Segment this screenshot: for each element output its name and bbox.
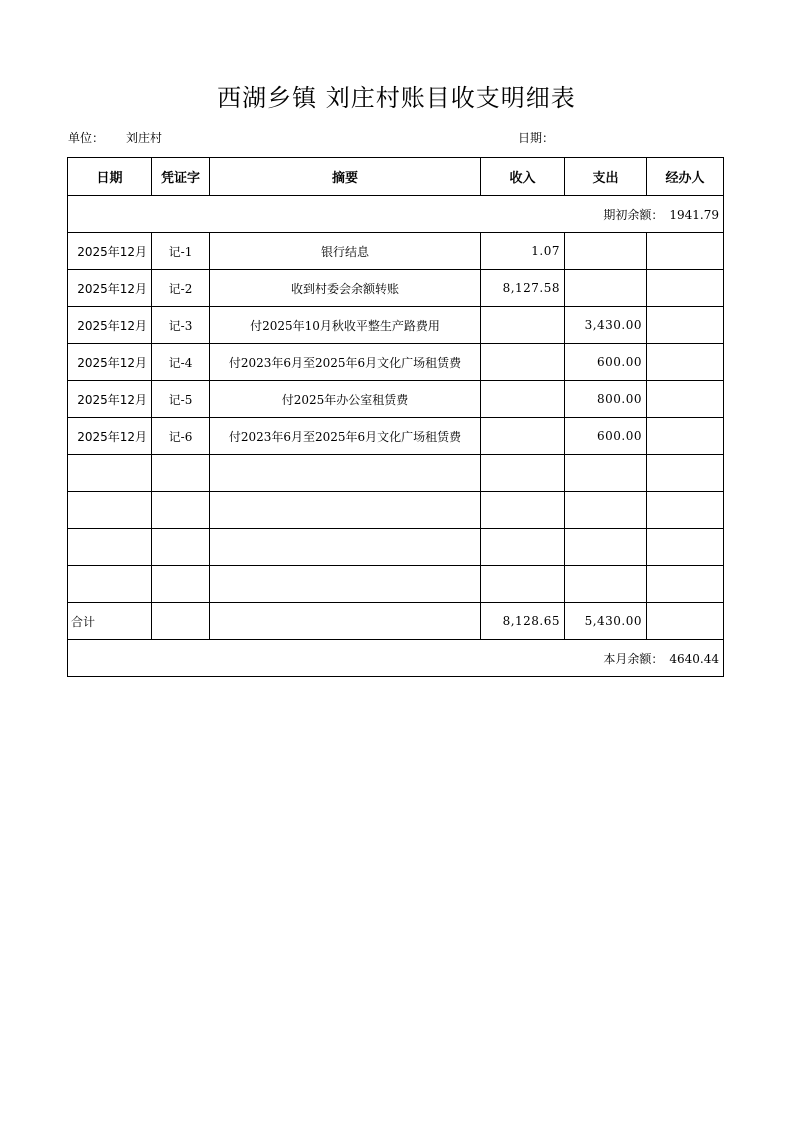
totals-label: 合计 bbox=[68, 603, 152, 640]
row-summary: 付2025年10月秋收平整生产路费用 bbox=[210, 307, 481, 344]
unit-label: 单位： bbox=[68, 131, 105, 145]
header-handler: 经办人 bbox=[647, 158, 724, 196]
row-income: 1.07 bbox=[481, 233, 565, 270]
header-date: 日期 bbox=[68, 158, 152, 196]
table-row bbox=[68, 381, 724, 418]
header-voucher: 凭证字 bbox=[152, 158, 210, 196]
row-voucher: 记-3 bbox=[152, 307, 210, 344]
row-expense: 600.00 bbox=[565, 344, 647, 381]
header-summary: 摘要 bbox=[210, 158, 481, 196]
row-voucher: 记-6 bbox=[152, 418, 210, 455]
totals-income: 8,128.65 bbox=[481, 603, 565, 640]
table-row bbox=[68, 344, 724, 381]
ledger-table bbox=[67, 157, 724, 677]
row-income bbox=[481, 307, 565, 344]
page-title: 西湖乡镇 刘庄村账目收支明细表 bbox=[217, 84, 576, 112]
totals-expense: 5,430.00 bbox=[565, 603, 647, 640]
row-expense bbox=[565, 270, 647, 307]
row-summary: 银行结息 bbox=[210, 233, 481, 270]
row-date: 2025年12月 bbox=[68, 270, 152, 307]
empty-row bbox=[68, 566, 724, 603]
row-voucher: 记-2 bbox=[152, 270, 210, 307]
row-expense bbox=[565, 233, 647, 270]
row-date: 2025年12月 bbox=[68, 418, 152, 455]
closing-balance-row bbox=[68, 640, 724, 677]
opening-balance-row bbox=[68, 196, 724, 233]
row-handler bbox=[647, 381, 724, 418]
row-voucher: 记-4 bbox=[152, 344, 210, 381]
row-date: 2025年12月 bbox=[68, 344, 152, 381]
row-handler bbox=[647, 344, 724, 381]
totals-row bbox=[68, 603, 724, 640]
row-summary: 付2023年6月至2025年6月文化广场租赁费 bbox=[210, 344, 481, 381]
empty-row bbox=[68, 492, 724, 529]
header-income: 收入 bbox=[481, 158, 565, 196]
unit-value: 刘庄村 bbox=[126, 131, 163, 145]
opening-balance-value: 1941.79 bbox=[669, 207, 719, 222]
row-date: 2025年12月 bbox=[68, 381, 152, 418]
header-expense: 支出 bbox=[565, 158, 647, 196]
empty-row bbox=[68, 455, 724, 492]
row-summary: 收到村委会余额转账 bbox=[210, 270, 481, 307]
row-date: 2025年12月 bbox=[68, 307, 152, 344]
closing-balance-value: 4640.44 bbox=[669, 651, 719, 666]
opening-balance-label: 期初余额： bbox=[603, 207, 664, 222]
row-handler bbox=[647, 418, 724, 455]
row-income bbox=[481, 418, 565, 455]
date-label: 日期： bbox=[518, 131, 555, 145]
table-row bbox=[68, 418, 724, 455]
row-summary: 付2025年办公室租赁费 bbox=[210, 381, 481, 418]
empty-row bbox=[68, 529, 724, 566]
header-row bbox=[68, 158, 724, 196]
row-income: 8,127.58 bbox=[481, 270, 565, 307]
row-date: 2025年12月 bbox=[68, 233, 152, 270]
closing-balance-label: 本月余额： bbox=[603, 651, 664, 666]
row-handler bbox=[647, 307, 724, 344]
row-voucher: 记-5 bbox=[152, 381, 210, 418]
row-handler bbox=[647, 233, 724, 270]
row-expense: 800.00 bbox=[565, 381, 647, 418]
row-expense: 3,430.00 bbox=[565, 307, 647, 344]
row-handler bbox=[647, 270, 724, 307]
row-income bbox=[481, 344, 565, 381]
row-income bbox=[481, 381, 565, 418]
table-row bbox=[68, 307, 724, 344]
table-row bbox=[68, 233, 724, 270]
row-expense: 600.00 bbox=[565, 418, 647, 455]
row-voucher: 记-1 bbox=[152, 233, 210, 270]
table-row bbox=[68, 270, 724, 307]
row-summary: 付2023年6月至2025年6月文化广场租赁费 bbox=[210, 418, 481, 455]
